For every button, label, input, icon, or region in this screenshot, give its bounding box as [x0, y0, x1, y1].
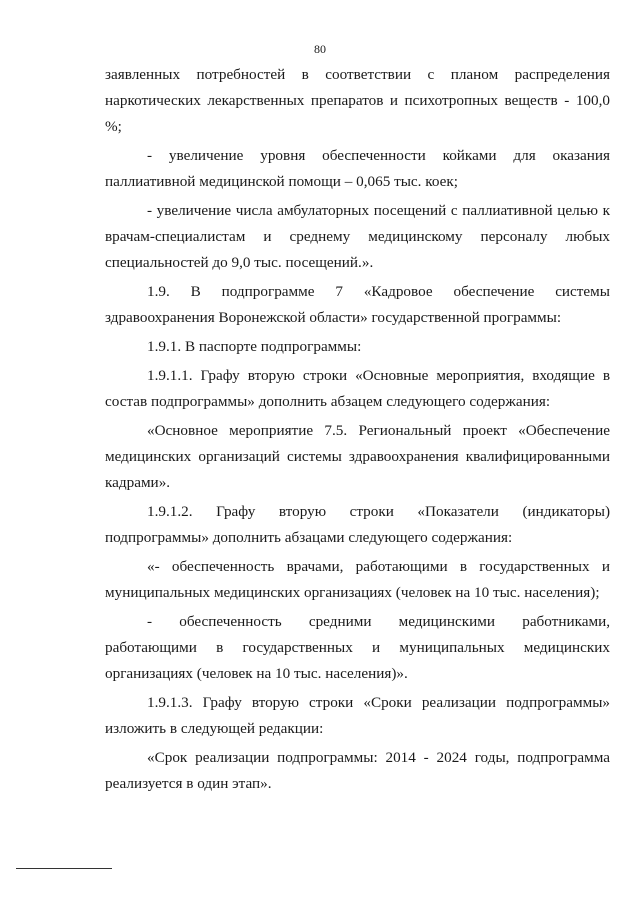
paragraph-bullet-beds: - увеличение уровня обеспеченности койками для оказания паллиативной медицинской помощи – 0,065 тыс. коек; — [105, 147, 610, 190]
paragraph-bullet-visits: - увеличение числа амбулаторных посещений с паллиативной целью к врачам-специалистам и среднему медицинскому персоналу любых специальностей до 9,0 тыс. посещений.». — [105, 202, 610, 271]
paragraph-section-1-9-1-2: 1.9.1.2. Графу вторую строки «Показатели (индикаторы) подпрограммы» дополнить абзацами следующего содержания: — [105, 503, 610, 546]
paragraph-section-1-9-1-1: 1.9.1.1. Графу вторую строки «Основные мероприятия, входящие в состав подпрограммы» дополнить абзацем следующего содержания: — [105, 367, 610, 410]
paragraph-continuation: заявленных потребностей в соответствии с планом распределения наркотических лекарственных препаратов и психотропных веществ - 100,0 %; — [105, 66, 610, 135]
paragraph-measure-7-5: «Основное мероприятие 7.5. Региональный проект «Обеспечение медицинских организаций системы здравоохранения квалифицированными кадрами». — [105, 422, 610, 491]
footer-rule — [16, 868, 112, 869]
paragraph-section-1-9: 1.9. В подпрограмме 7 «Кадровое обеспечение системы здравоохранения Воронежской области» государственной программы: — [105, 283, 610, 326]
paragraph-indicator-nurses: - обеспеченность средними медицинскими работниками, работающими в государственных и муниципальных медицинских организациях (человек на 10 тыс. населения)». — [105, 613, 610, 682]
paragraph-indicator-doctors: «- обеспеченность врачами, работающими в государственных и муниципальных медицинских организациях (человек на 10 тыс. населения); — [105, 558, 610, 601]
paragraph-section-1-9-1: 1.9.1. В паспорте подпрограммы: — [147, 338, 362, 355]
paragraph-section-1-9-1-3: 1.9.1.3. Графу вторую строки «Сроки реализации подпрограммы» изложить в следующей редакции: — [105, 694, 610, 737]
document-body — [105, 62, 610, 800]
paragraph-implementation-period: «Срок реализации подпрограммы: 2014 - 2024 годы, подпрограмма реализуется в один этап». — [105, 749, 610, 792]
page-number: 80 — [314, 42, 326, 56]
